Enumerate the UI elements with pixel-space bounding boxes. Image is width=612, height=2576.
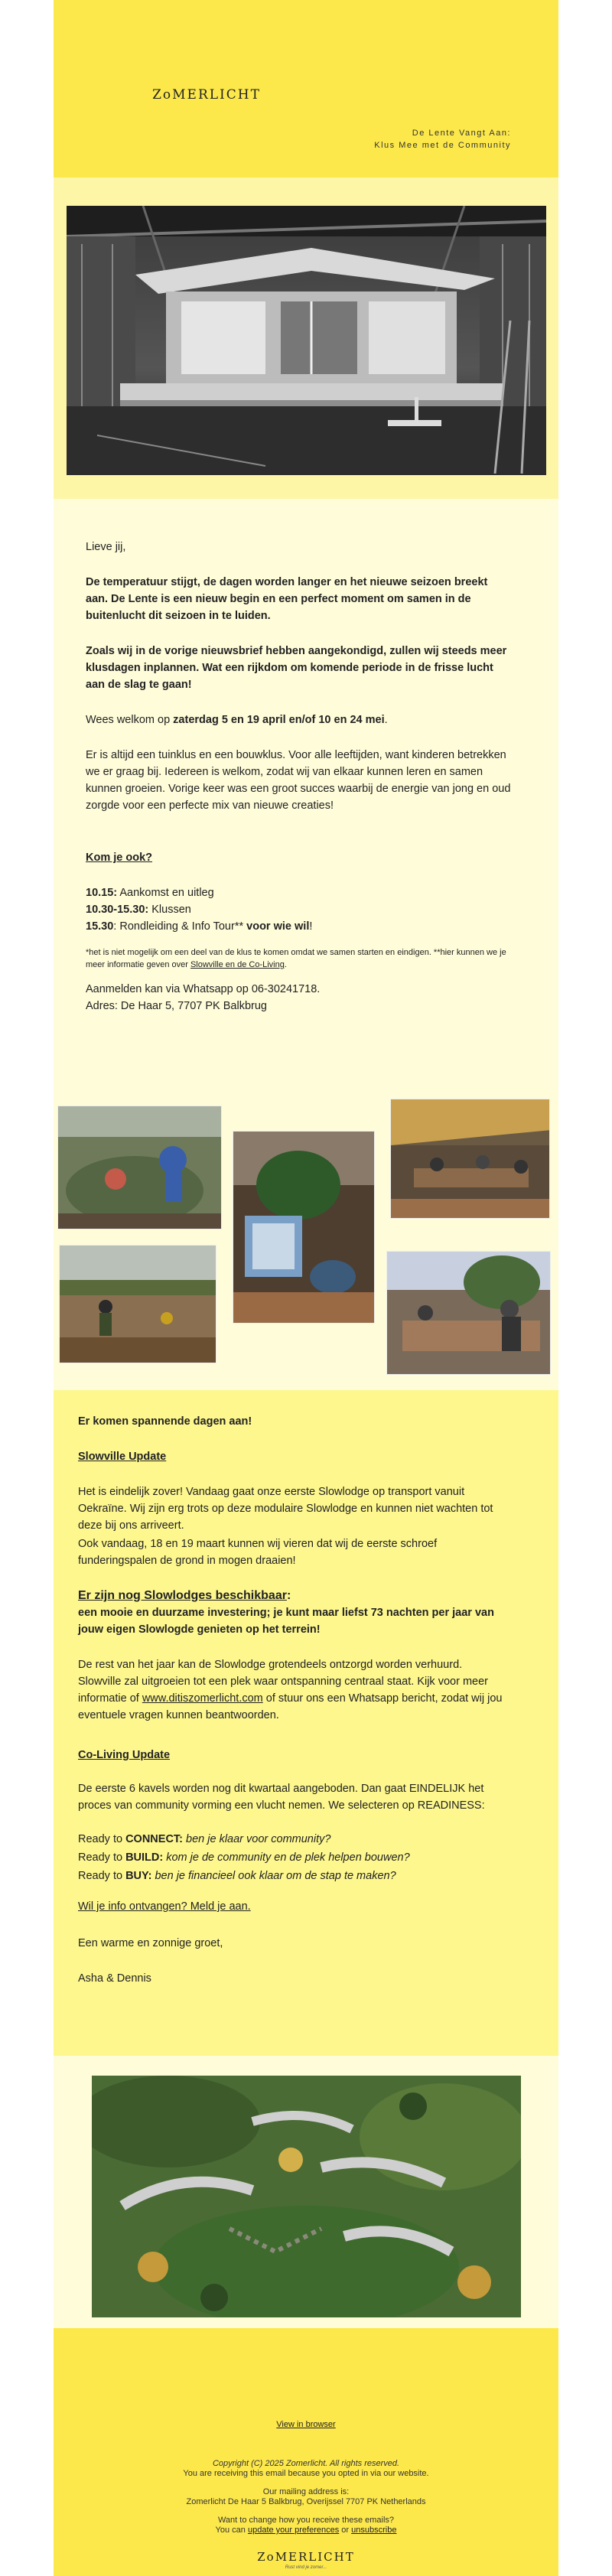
readiness-question: ben je klaar voor community? [183,1833,331,1845]
gallery-photo-tent [390,1099,550,1219]
slowlodges-bold-text: een mooie en duurzame investering; je kunt maar liefst 73 nachten per jaar van jouw eigen Slowlogde genieten op het terrein! [78,1607,494,1636]
readiness-key: BUY: [125,1870,152,1882]
slowville-update-heading: Slowville Update [78,1451,167,1463]
readiness-key: CONNECT: [125,1833,183,1845]
footnote [86,946,511,971]
schedule-bold-end: voor wie wil [246,920,310,933]
info-signup-link[interactable]: Wil je info ontvangen? Meld je aan. [78,1900,251,1913]
greeting: Lieve jij, [86,541,126,553]
construction-photo [67,206,546,475]
tagline-line-2: Klus Mee met de Community [374,141,511,150]
slowville-paragraph-1: Het is eindelijk zover! Vandaag gaat onze eerste Slowlodge op transport vanuit Oekraïne. Wij zijn erg trots op deze modulaire Slowlodge en kunnen niet wachten tot deze bij ons arriveert. [78,1486,493,1532]
intro-paragraph-4: Er is altijd een tuinklus en een bouwklus. Voor alle leeftijden, want kinderen betrekken we er graag bij. Iedereen is welkom, zodat wij van elkaar kunnen leren en samen kunnen groeien. Vorige keer was een groot succes waarbij de energie van jong en oud zorgde voor een perfecte mix van nieuwe creaties! [86,749,511,812]
dates-prefix: Wees welkom op [86,714,174,726]
readiness-item [78,1849,503,1866]
slowlodges-text-a: De rest van het jaar kan de Slowlodge grotendeels ontzorgd worden verhuurd. Slowville zal uitgroeien tot een plek waar ontspanning centraal staat. Kijk voor meer informatie of [78,1659,488,1705]
dates-paragraph [86,712,511,728]
intro-paragraph-1: De temperatuur stijgt, de dagen worden langer en het nieuwe seizoen breekt aan. De Lente is een nieuw begin en een perfect moment om samen in de buitenlucht dit seizoen in te luiden. [86,576,488,622]
schedule-time: 10.15: [86,887,118,899]
updates-section [54,1390,558,2056]
update-preferences-link[interactable]: update your preferences [247,2526,340,2535]
hero-section [54,177,558,499]
email-footer [54,2328,558,2576]
schedule-end: ! [309,920,313,933]
footer-logo[interactable]: ZoMERLICHT [257,2550,355,2564]
schedule [86,884,511,935]
slowlodges-heading-line [78,1588,503,1604]
slowville-paragraph-2: Ook vandaag, 18 en 19 maart kunnen wij vieren dat wij de eerste schroef funderingspalen de grond in mogen draaien! [78,1538,438,1567]
readiness-key: BUILD: [125,1851,164,1864]
you-can-text: You can [215,2526,248,2535]
dates-bold: zaterdag 5 en 19 april en/of 10 en 24 mei [173,714,385,726]
readiness-label: Ready to [78,1851,126,1864]
view-in-browser-link[interactable]: View in browser [276,2420,336,2429]
or-text: or [339,2526,352,2535]
schedule-text: Klussen [148,904,191,916]
photo-gallery [54,1088,558,1390]
gallery-photo-field [59,1245,216,1363]
schedule-row [86,884,511,901]
footnote-text: *het is niet mogelijk om een deel van de klus te komen omdat we samen starten en eindigen. **hier kunnen we je meer informatie geven over [86,948,506,969]
footer-logo-tagline: Rust vind je zomer... [285,2565,327,2570]
kom-je-ook-heading: Kom je ook? [86,852,153,864]
schedule-text: Aankomst en uitleg [117,887,214,899]
readiness-list [78,1831,503,1884]
tent-gathering-image [391,1099,550,1219]
readiness-item [78,1868,503,1884]
opt-in-reason: You are receiving this email because you opted in via our website. [183,2469,429,2478]
intro-section [54,499,558,1088]
contact-block [86,981,511,1014]
gallery-photo-table [386,1251,551,1375]
email-header [54,0,558,177]
mailing-label: Our mailing address is: [262,2487,350,2496]
tagline-line-1: De Lente Vangt Aan: [412,129,511,138]
view-in-browser-wrap [54,2420,558,2430]
coliving-paragraph: De eerste 6 kavels worden nog dit kwartaal aangeboden. Dan gaat EINDELIJK het proces van community vorming een vlucht nemen. We selecteren op READINESS: [78,1783,485,1812]
slowville-coliving-link[interactable]: Slowville en de Co-Living [190,960,285,969]
plant-pots-image [233,1132,375,1324]
info-signup-link-wrap [78,1898,503,1915]
preferences-line [54,2526,558,2535]
schedule-text: : Rondleiding & Info Tour** [113,920,247,933]
coliving-update-heading: Co-Living Update [78,1749,171,1761]
schedule-time: 15.30 [86,920,114,933]
dates-suffix: . [384,714,388,726]
table-gathering-image [387,1252,551,1375]
contact-whatsapp: Aanmelden kan via Whatsapp op 06-30241718. [86,983,321,995]
gallery-photo-garden [57,1106,222,1229]
gallery-photo-plants [233,1131,375,1324]
readiness-label: Ready to [78,1833,126,1845]
intro-paragraph-2: Zoals wij in de vorige nieuwsbrief hebben aangekondigd, zullen wij steeds meer klusdagen inplannen. Wat een rijkdom om komende periode in de frisse lucht aan de slag te gaan! [86,645,507,691]
render-section [54,2056,558,2328]
mailing-address: Zomerlicht De Haar 5 Balkbrug, Overijssel 7707 PK Netherlands [186,2497,426,2506]
garden-work-image [58,1106,222,1229]
readiness-item [78,1831,503,1848]
field-work-image [60,1246,216,1363]
header-tagline [374,127,511,151]
readiness-label: Ready to [78,1870,126,1882]
closing: Een warme en zonnige groet, [78,1937,223,1949]
slowlodges-text-b: of stuur ons een Whatsapp bericht, zodat wij jou eventuele vragen kunnen beantwoorden. [78,1692,503,1721]
hero-image-construction [67,206,546,475]
slowlodges-colon: : [286,1589,291,1602]
change-question: Want to change how you receive these emails? [217,2516,395,2525]
slowville-render-image [92,2076,521,2317]
aerial-render [92,2076,521,2317]
slowlodges-block [78,1588,503,1638]
copyright: Copyright (C) 2025 Zomerlicht. All rights reserved. [212,2459,400,2468]
slowlodges-heading: Er zijn nog Slowlodges beschikbaar [78,1589,287,1602]
readiness-question: ben je financieel ook klaar om de stap te maken? [151,1870,396,1882]
signature: Asha & Dennis [78,1972,151,1985]
readiness-question: kom je de community en de plek helpen bouwen? [163,1851,410,1864]
slowlodges-paragraph [78,1656,503,1724]
contact-address: Adres: De Haar 5, 7707 PK Balkbrug [86,1000,267,1012]
updates-heading: Er komen spannende dagen aan! [78,1415,252,1428]
schedule-time: 10.30-15.30: [86,904,149,916]
website-link[interactable]: www.ditiszomerlicht.com [142,1692,263,1705]
unsubscribe-link[interactable]: unsubscribe [351,2526,397,2535]
logo[interactable] [130,77,283,113]
schedule-row [86,901,511,918]
schedule-row [86,918,511,935]
footnote-end: . [284,960,287,969]
logo-text: ZoMERLICHT [152,87,261,103]
